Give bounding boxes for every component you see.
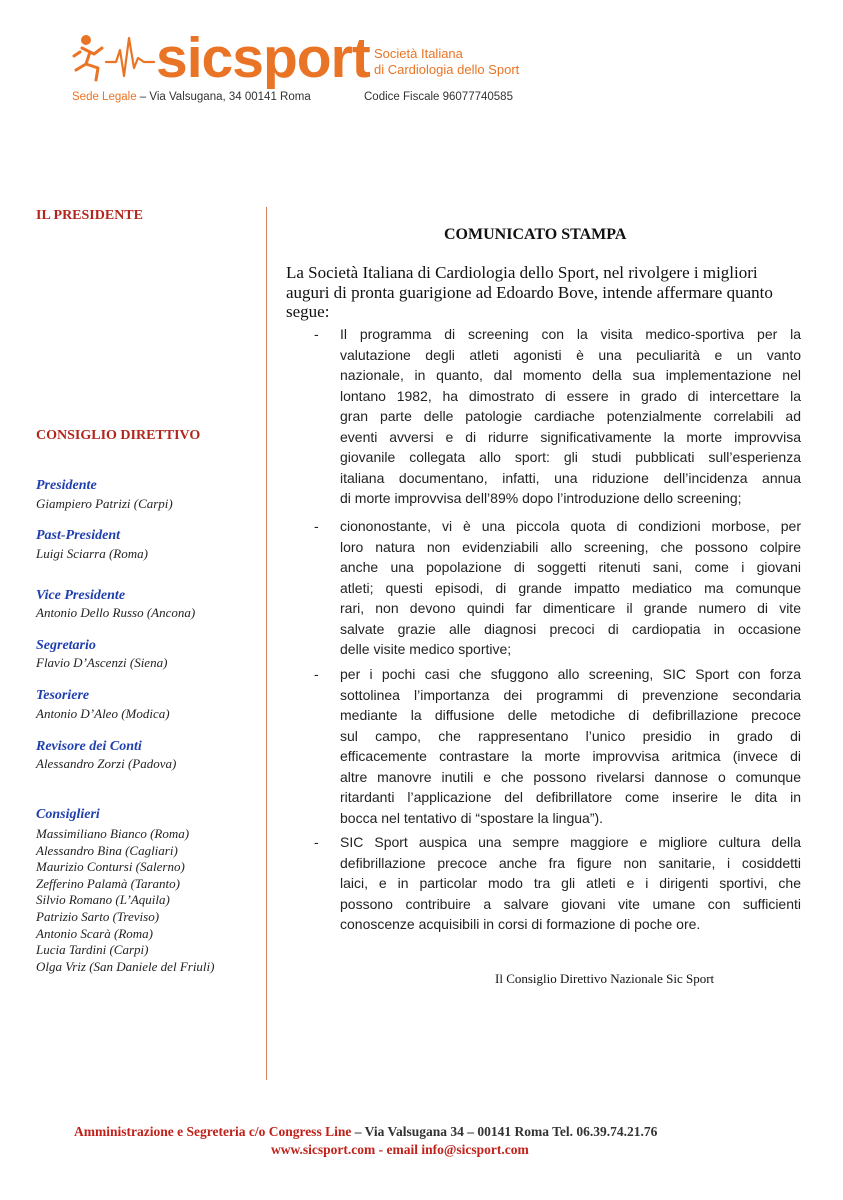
bullet-paragraph-2 xyxy=(340,516,801,660)
consiglieri-list xyxy=(36,826,214,975)
footer-address-detail: – Via Valsugana 34 – 00141 Roma Tel. 06.39.74.21.76 xyxy=(351,1124,658,1139)
intro-line: auguri di pronta guarigione ad Edoardo Bove, intende affermare quanto xyxy=(286,282,773,302)
role-past-president: Past-President xyxy=(36,528,120,543)
bullet-line: per i pochi casi che sfuggono allo screening, SIC Sport con forza xyxy=(340,666,801,682)
bullet-line: altre manovre inutili e che possono rivelarsi dannose o comunque xyxy=(340,768,801,785)
intro-line: La Società Italiana di Cardiologia dello Sport, nel rivolgere i migliori xyxy=(286,263,758,282)
bullet-line: valutazione degli atleti agonisti è una peculiarità e un vanto xyxy=(340,346,801,363)
logo-wordmark: sicsport xyxy=(156,26,370,90)
bullet-line: salvate grazie alle diagnosi precoci di cardiopatia in occasione xyxy=(340,620,801,637)
intro-line: segue: xyxy=(286,302,330,321)
bullet-line: di morte improvvisa dell’89% dopo l’introduzione dello screening; xyxy=(340,490,742,506)
bullet-line: efficacemente contrastare la morte improvvisa aritmica (invece di xyxy=(340,748,801,764)
bullet-line: conoscenze acquisibili in corsi di formazione di poche ore. xyxy=(340,916,701,932)
logo-subtitle-line-2: di Cardiologia dello Sport xyxy=(374,62,520,77)
role-vice-presidente: Vice Presidente xyxy=(36,588,126,603)
bullet-line: bocca nel tentativo di “spostare la lingua”). xyxy=(340,809,604,826)
bullet-line: anche una popolazione di soggetti ritenuti sani, come i giovani xyxy=(340,559,801,575)
sede-address: – Via Valsugana, 34 00141 Roma xyxy=(136,91,311,103)
bullet-line: mediante la diffusione delle metodiche di defibrillazione precoce xyxy=(340,707,801,723)
bullet-line: rari, non devono quindi far dimenticare il grande numero di vite xyxy=(340,600,801,616)
logo-subtitle xyxy=(374,46,519,78)
bullet-line: sul campo, che rappresentano l’unico presidio in grado di xyxy=(340,727,801,744)
bullet-line: nazionale, in quanto, dal momento della sua implementazione nel xyxy=(340,367,801,383)
consigliere-item: Lucia Tardini (Carpi) xyxy=(36,942,149,958)
consigliere-item: Maurizio Contursi (Salerno) xyxy=(36,859,185,875)
bullet-marker: - xyxy=(314,518,319,534)
bullet-line: delle visite medico sportive; xyxy=(340,641,512,657)
consiglio-heading: CONSIGLIO DIRETTIVO xyxy=(36,428,201,443)
consigliere-item: Massimiliano Bianco (Roma) xyxy=(36,826,190,841)
sede-label: Sede Legale xyxy=(72,91,137,103)
codice-fiscale: Codice Fiscale 96077740585 xyxy=(364,91,513,103)
role-tesoriere: Tesoriere xyxy=(36,688,90,703)
footer-address xyxy=(74,1124,657,1140)
intro-paragraph xyxy=(286,263,776,322)
bullet-line: italiana documentano, infatti, una riduzione dell’incidenza annua xyxy=(340,469,801,486)
name-past-president: Luigi Sciarra (Roma) xyxy=(36,546,148,561)
bullet-paragraph-1 xyxy=(340,324,801,509)
consigliere-item: Antonio Scarà (Roma) xyxy=(36,925,153,941)
name-tesoriere: Antonio D’Aleo (Modica) xyxy=(36,706,170,721)
bullet-line: SIC Sport auspica una sempre maggiore e migliore cultura della xyxy=(340,834,801,850)
bullet-line: giovanile collegata allo sport: gli studi pubblicati sull’esperienza xyxy=(340,449,801,465)
bullet-marker: - xyxy=(314,326,319,342)
bullet-marker: - xyxy=(314,666,319,682)
consiglieri-heading: Consiglieri xyxy=(36,807,100,822)
consigliere-item: Olga Vriz (San Daniele del Friuli) xyxy=(36,958,215,974)
bullet-line: sottolinea l’importanza dei programmi di prevenzione secondaria xyxy=(340,686,801,703)
bullet-paragraph-4 xyxy=(340,832,801,935)
bullet-line: loro natura non evidenziabili allo screening, che possono colpire xyxy=(340,538,801,555)
signature: Il Consiglio Direttivo Nazionale Sic Sport xyxy=(495,971,715,986)
bullet-line: atleti; questi episodi, di grande impatto mediatico ma comunque xyxy=(340,579,801,596)
bullet-line: laici, e in particolar modo tra gli atleti e i dirigenti sportivi, che xyxy=(340,875,801,891)
bullet-line: possono contribuire a salvare giovani vite umane con sufficienti xyxy=(340,895,801,912)
bullet-line: Il programma di screening con la visita medico-sportiva per la xyxy=(340,326,801,342)
bullet-line: eventi avversi e di ridurre significativamente la morte improvvisa xyxy=(340,428,801,445)
consigliere-item: Patrizio Sarto (Treviso) xyxy=(36,908,160,924)
bullet-line: defibrillazione precoce anche fra figure non sanitarie, i cosiddetti xyxy=(340,854,801,871)
consigliere-item: Alessandro Bina (Cagliari) xyxy=(36,842,178,858)
role-presidente: Presidente xyxy=(36,478,97,493)
bullet-line: gran parte delle patologie cardiache potenzialmente correlabili ad xyxy=(340,408,801,424)
consigliere-item: Zefferino Palamà (Taranto) xyxy=(36,875,180,891)
footer-admin: Amministrazione e Segreteria c/o Congress Line xyxy=(74,1124,352,1139)
name-revisore: Alessandro Zorzi (Padova) xyxy=(36,756,177,771)
role-revisore: Revisore dei Conti xyxy=(36,739,142,754)
logo-subtitle-line-1: Società Italiana xyxy=(374,46,463,61)
role-segretario: Segretario xyxy=(36,638,96,653)
bullet-line: lontano 1982, ha dimostrato di essere in grado di intercettare la xyxy=(340,387,801,404)
column-divider xyxy=(266,207,267,1080)
bullet-line: ciononostante, vi è una piccola quota di condizioni morbose, per xyxy=(340,518,801,534)
bullet-paragraph-3 xyxy=(340,664,801,828)
bullet-marker: - xyxy=(314,834,319,850)
consigliere-item: Silvio Romano (L’Aquila) xyxy=(36,892,170,908)
presidente-heading: IL PRESIDENTE xyxy=(36,208,143,223)
header-sede xyxy=(72,91,311,103)
name-presidente: Giampiero Patrizi (Carpi) xyxy=(36,496,173,511)
footer-contacts: www.sicsport.com - email info@sicsport.com xyxy=(271,1142,529,1157)
bullet-line: ritardanti l’applicazione del defibrillatore come inserire le dita in xyxy=(340,789,801,805)
name-vice-presidente: Antonio Dello Russo (Ancona) xyxy=(36,605,196,620)
press-release-title: COMUNICATO STAMPA xyxy=(444,226,627,243)
name-segretario: Flavio D’Ascenzi (Siena) xyxy=(36,655,168,670)
